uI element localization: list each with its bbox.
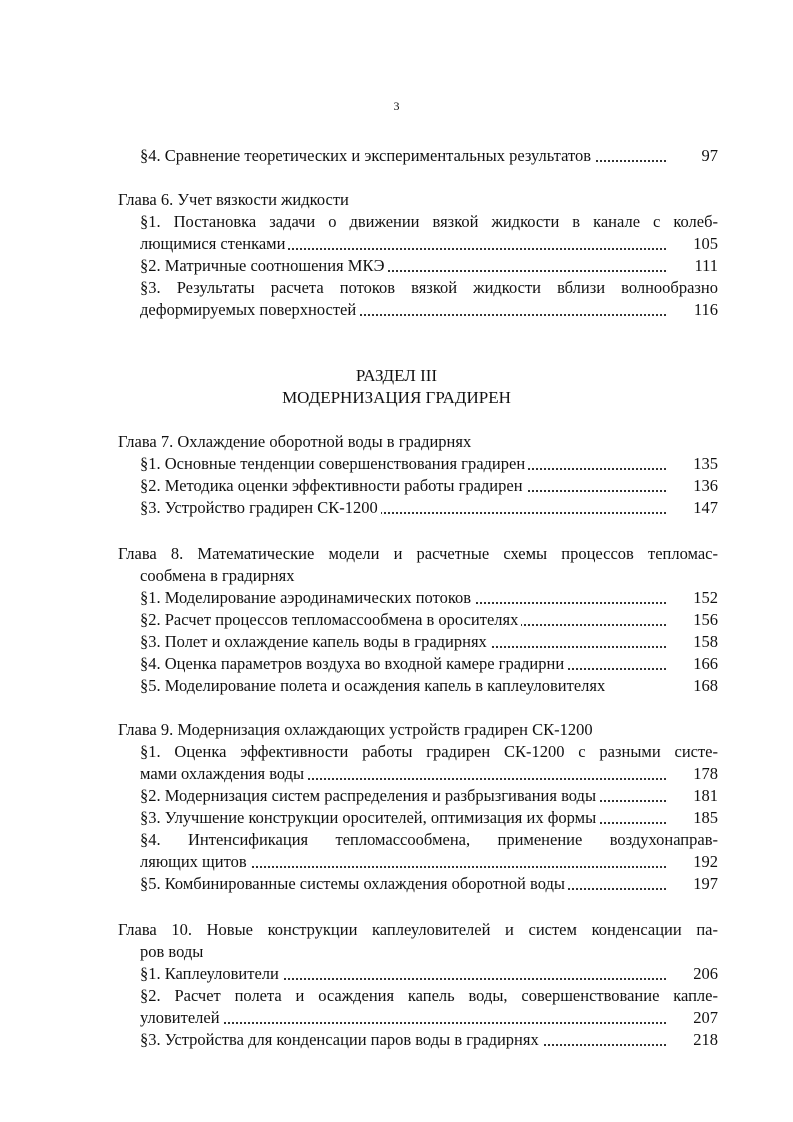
toc-entry-text: §2. Методика оценки эффективности работы градирен [140,475,526,497]
toc-entry-text: §5. Комбинированные системы охлаждения оборотной воды [140,873,568,895]
toc-entry-text: §2. Расчет процессов тепломассообмена в оросителях [140,609,521,631]
toc-entry-text: §1. Моделирование аэродинамических потоков [140,587,474,609]
toc-entry-text: §3. Результаты расчета потоков вязкой жидкости вблизи волнообразно [140,278,718,297]
toc-entry [140,233,718,255]
section-label: РАЗДЕЛ III [355,366,438,385]
toc-entry-text: §4. Интенсификация тепломассообмена, применение воздухонаправ- [140,830,718,849]
toc-entry-text: §1. Основные тенденции совершенствования градирен [140,453,528,475]
toc-entry-text: §5. Моделирование полета и осаждения капель в каплеуловителях [140,675,608,697]
chapter-title: Глава 6. Учет вязкости жидкости [118,190,349,209]
toc-entry-page: 152 [693,588,718,607]
toc-entry-text: ляющих щитов [140,851,250,873]
toc-entry-page: 207 [693,1008,718,1027]
page-number: 3 [393,99,400,113]
toc-entry [140,255,718,277]
toc-entry-page: 136 [693,476,718,495]
toc-entry-text: мами охлаждения воды [140,763,307,785]
section-title: МОДЕРНИЗАЦИЯ ГРАДИРЕН [282,388,511,407]
toc-entry-page: 158 [693,632,718,651]
chapter-title: Глава 10. Новые конструкции каплеуловителей и систем конденсации па- [118,920,718,939]
toc-entry [140,587,718,609]
toc-entry-text: §4. Оценка параметров воздуха во входной камере градирни [140,653,567,675]
toc-entry-page: 147 [693,498,718,517]
toc-entry [140,299,718,321]
toc-entry-page: 168 [693,676,718,695]
toc-entry [140,1029,718,1051]
toc-entry-page: 111 [694,256,718,275]
toc-entry [140,453,718,475]
chapter-title: Глава 8. Математические модели и расчетные схемы процессов тепломас- [118,544,718,563]
toc-entry-page: 166 [693,654,718,673]
toc-entry-text: уловителей [140,1007,223,1029]
toc-entry-page: 105 [693,234,718,253]
toc-entry [140,475,718,497]
toc-entry [140,675,718,697]
chapter-title: Глава 9. Модернизация охлаждающих устройств градирен СК-1200 [118,720,593,739]
toc-entry-text: деформируемых поверхностей [140,299,359,321]
toc-entry-text: §1. Каплеуловители [140,963,282,985]
toc-entry-text: §2. Модернизация систем распределения и разбрызгивания воды [140,785,599,807]
toc-entry-page: 192 [693,852,718,871]
toc-entry [140,851,718,873]
toc-entry-page: 181 [693,786,718,805]
toc-entry [140,785,718,807]
chapter-title-continued: ров воды [140,942,204,961]
toc-entry-text: §3. Устройства для конденсации паров воды в градирнях [140,1029,542,1051]
toc-entry [140,963,718,985]
chapter-title: Глава 7. Охлаждение оборотной воды в градирнях [118,432,472,451]
toc-entry [140,497,718,519]
toc-entry-page: 178 [693,764,718,783]
toc-entry-text: §1. Оценка эффективности работы градирен СК-1200 с разными систе- [140,742,718,761]
toc-entry-text: §2. Расчет полета и осаждения капель воды, совершенствование капле- [140,986,718,1005]
toc-entry-text: лющимися стенками [140,233,288,255]
toc-entry-page: 156 [693,610,718,629]
toc-entry [140,631,718,653]
toc-entry-page: 197 [693,874,718,893]
toc-entry-text: §1. Постановка задачи о движении вязкой жидкости в канале с колеб- [140,212,718,231]
toc-entry-page: 218 [693,1030,718,1049]
toc-entry [140,1007,718,1029]
chapter-title-continued: сообмена в градирнях [140,566,295,585]
toc-entry-page: 185 [693,808,718,827]
toc-entry-page: 135 [693,454,718,473]
toc-entry-text: §3. Устройство градирен СК-1200 [140,497,381,519]
toc-entry-text: §2. Матричные соотношения МКЭ [140,255,388,277]
toc-entry [140,653,718,675]
toc-entry-text: §3. Улучшение конструкции оросителей, оптимизация их формы [140,807,599,829]
toc-entry [140,807,718,829]
toc-entry [140,763,718,785]
toc-entry [140,873,718,895]
toc-entry-text: §4. Сравнение теоретических и экспериментальных результатов [140,145,594,167]
toc-entry-page: 116 [693,300,718,319]
toc-entry-text: §3. Полет и охлаждение капель воды в градирнях [140,631,490,653]
toc-entry [140,145,718,167]
toc-entry [140,609,718,631]
toc-entry-page: 97 [701,146,718,165]
toc-entry-page: 206 [693,964,718,983]
